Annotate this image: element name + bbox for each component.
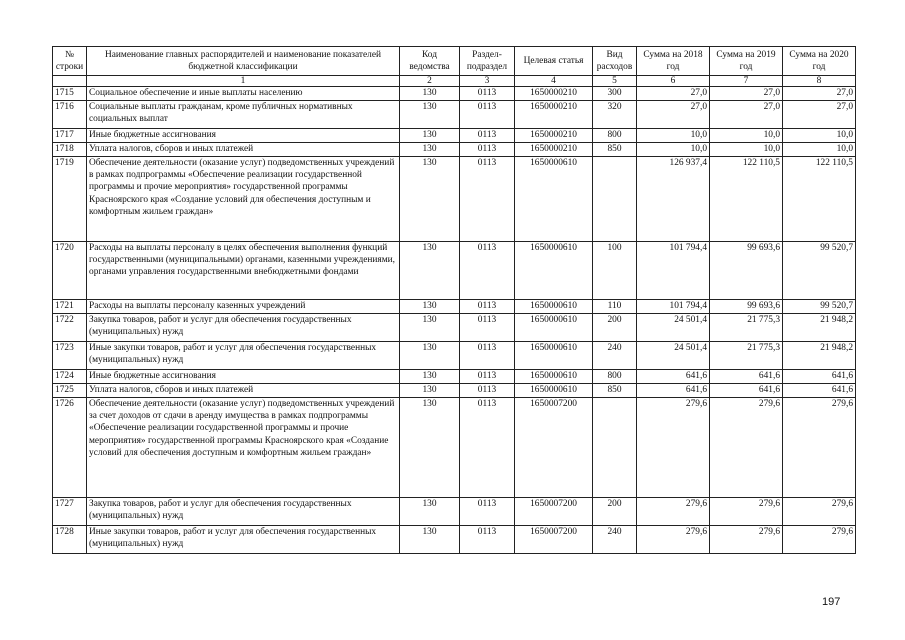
row-dept-code: 130	[400, 526, 460, 554]
row-section: 0113	[460, 370, 515, 384]
header-dept-code: Код ведомства	[400, 47, 460, 76]
column-number: 3	[460, 76, 515, 87]
row-name: Иные бюджетные ассигнования	[87, 129, 400, 143]
row-name: Иные бюджетные ассигнования	[87, 370, 400, 384]
row-sum-2019: 99 693,6	[710, 300, 783, 314]
row-section: 0113	[460, 300, 515, 314]
row-section: 0113	[460, 101, 515, 129]
table-row	[53, 157, 856, 242]
table-row	[53, 101, 856, 129]
row-exp-type: 320	[593, 101, 637, 129]
row-sum-2019: 27,0	[710, 101, 783, 129]
row-section: 0113	[460, 384, 515, 398]
row-number: 1719	[53, 157, 87, 242]
row-dept-code: 130	[400, 300, 460, 314]
row-sum-2019: 122 110,5	[710, 157, 783, 242]
row-name: Социальное обеспечение и иные выплаты населению	[87, 87, 400, 101]
row-target: 1650007200	[515, 526, 593, 554]
row-dept-code: 130	[400, 157, 460, 242]
row-target: 1650000610	[515, 157, 593, 242]
row-target: 1650000610	[515, 370, 593, 384]
row-target: 1650007200	[515, 498, 593, 526]
row-sum-2018: 27,0	[637, 101, 710, 129]
row-name: Закупка товаров, работ и услуг для обеспечения государственных (муниципальных) нужд	[87, 314, 400, 342]
table-row	[53, 314, 856, 342]
row-sum-2018: 10,0	[637, 143, 710, 157]
row-sum-2019: 641,6	[710, 384, 783, 398]
row-dept-code: 130	[400, 129, 460, 143]
row-sum-2020: 27,0	[783, 87, 856, 101]
row-section: 0113	[460, 526, 515, 554]
header-sum-2018: Сумма на 2018 год	[637, 47, 710, 76]
row-number: 1726	[53, 398, 87, 498]
row-sum-2018: 641,6	[637, 384, 710, 398]
row-sum-2020: 10,0	[783, 143, 856, 157]
row-exp-type: 200	[593, 314, 637, 342]
table-row	[53, 398, 856, 498]
row-exp-type: 240	[593, 526, 637, 554]
row-section: 0113	[460, 87, 515, 101]
row-target: 1650007200	[515, 398, 593, 498]
row-sum-2020: 10,0	[783, 129, 856, 143]
row-sum-2019: 99 693,6	[710, 242, 783, 300]
table-row	[53, 370, 856, 384]
row-sum-2020: 27,0	[783, 101, 856, 129]
row-dept-code: 130	[400, 143, 460, 157]
row-number: 1722	[53, 314, 87, 342]
table-row	[53, 498, 856, 526]
column-number: 8	[783, 76, 856, 87]
row-sum-2018: 279,6	[637, 498, 710, 526]
row-dept-code: 130	[400, 384, 460, 398]
header-exp-type: Вид расходов	[593, 47, 637, 76]
row-name: Иные закупки товаров, работ и услуг для обеспечения государственных (муниципальных) нужд	[87, 526, 400, 554]
row-dept-code: 130	[400, 370, 460, 384]
row-sum-2020: 21 948,2	[783, 342, 856, 370]
column-number: 2	[400, 76, 460, 87]
row-exp-type: 850	[593, 384, 637, 398]
row-number: 1716	[53, 101, 87, 129]
row-sum-2018: 24 501,4	[637, 342, 710, 370]
column-number: 6	[637, 76, 710, 87]
table-row	[53, 384, 856, 398]
row-target: 1650000610	[515, 342, 593, 370]
row-dept-code: 130	[400, 498, 460, 526]
row-number: 1724	[53, 370, 87, 384]
row-exp-type: 850	[593, 143, 637, 157]
row-sum-2019: 641,6	[710, 370, 783, 384]
row-sum-2019: 21 775,3	[710, 314, 783, 342]
row-section: 0113	[460, 342, 515, 370]
row-exp-type: 240	[593, 342, 637, 370]
row-number: 1725	[53, 384, 87, 398]
table-row	[53, 342, 856, 370]
row-sum-2020: 279,6	[783, 498, 856, 526]
header-row	[53, 47, 856, 76]
row-exp-type: 300	[593, 87, 637, 101]
table-row	[53, 300, 856, 314]
row-target: 1650000210	[515, 129, 593, 143]
row-sum-2020: 279,6	[783, 526, 856, 554]
column-number: 7	[710, 76, 783, 87]
row-sum-2018: 279,6	[637, 398, 710, 498]
row-exp-type	[593, 398, 637, 498]
table-row	[53, 87, 856, 101]
row-section: 0113	[460, 143, 515, 157]
row-sum-2018: 27,0	[637, 87, 710, 101]
row-sum-2020: 279,6	[783, 398, 856, 498]
row-section: 0113	[460, 398, 515, 498]
row-target: 1650000610	[515, 314, 593, 342]
row-sum-2018: 101 794,4	[637, 242, 710, 300]
row-sum-2020: 641,6	[783, 384, 856, 398]
row-target: 1650000610	[515, 242, 593, 300]
row-exp-type	[593, 157, 637, 242]
column-number-row	[53, 76, 856, 87]
row-dept-code: 130	[400, 342, 460, 370]
column-number: 1	[87, 76, 400, 87]
row-sum-2019: 21 775,3	[710, 342, 783, 370]
header-line-no: № строки	[53, 47, 87, 76]
row-sum-2020: 99 520,7	[783, 242, 856, 300]
row-sum-2019: 279,6	[710, 526, 783, 554]
row-sum-2020: 641,6	[783, 370, 856, 384]
row-number: 1715	[53, 87, 87, 101]
row-sum-2018: 279,6	[637, 526, 710, 554]
row-dept-code: 130	[400, 101, 460, 129]
row-target: 1650000610	[515, 300, 593, 314]
row-name: Уплата налогов, сборов и иных платежей	[87, 384, 400, 398]
row-number: 1728	[53, 526, 87, 554]
row-number: 1723	[53, 342, 87, 370]
row-dept-code: 130	[400, 314, 460, 342]
row-target: 1650000610	[515, 384, 593, 398]
row-sum-2019: 279,6	[710, 398, 783, 498]
header-section: Раздел-подраздел	[460, 47, 515, 76]
row-section: 0113	[460, 157, 515, 242]
row-sum-2019: 10,0	[710, 143, 783, 157]
row-dept-code: 130	[400, 242, 460, 300]
row-target: 1650000210	[515, 143, 593, 157]
header-name: Наименование главных распорядителей и наименование показателей бюджетной классификации	[87, 47, 400, 76]
column-number: 4	[515, 76, 593, 87]
row-sum-2018: 10,0	[637, 129, 710, 143]
row-exp-type: 800	[593, 129, 637, 143]
row-exp-type: 200	[593, 498, 637, 526]
row-sum-2018: 101 794,4	[637, 300, 710, 314]
row-name: Социальные выплаты гражданам, кроме публичных нормативных социальных выплат	[87, 101, 400, 129]
row-name: Расходы на выплаты персоналу казенных учреждений	[87, 300, 400, 314]
row-number: 1718	[53, 143, 87, 157]
row-sum-2020: 21 948,2	[783, 314, 856, 342]
row-name: Обеспечение деятельности (оказание услуг) подведомственных учреждений за счет доходов от сдачи в аренду имущества в рамках подпрограммы «Обеспечение реализации государственной программы и прочие мероприятия» государственной программы Красноярского края «Создание условий для обеспечения доступным и комфортным жильем граждан»	[87, 398, 400, 498]
row-section: 0113	[460, 314, 515, 342]
header-sum-2020: Сумма на 2020 год	[783, 47, 856, 76]
column-number: 5	[593, 76, 637, 87]
row-sum-2019: 10,0	[710, 129, 783, 143]
row-target: 1650000210	[515, 87, 593, 101]
row-sum-2020: 122 110,5	[783, 157, 856, 242]
row-sum-2018: 24 501,4	[637, 314, 710, 342]
column-number	[53, 76, 87, 87]
row-number: 1717	[53, 129, 87, 143]
row-sum-2018: 641,6	[637, 370, 710, 384]
row-section: 0113	[460, 129, 515, 143]
table-row	[53, 129, 856, 143]
table-row	[53, 526, 856, 554]
row-dept-code: 130	[400, 87, 460, 101]
row-name: Расходы на выплаты персоналу в целях обеспечения выполнения функций государственными (муниципальными) органами, казенными учреждениями, органами управления государственными внебюджетными фондами	[87, 242, 400, 300]
row-target: 1650000210	[515, 101, 593, 129]
row-name: Уплата налогов, сборов и иных платежей	[87, 143, 400, 157]
row-name: Иные закупки товаров, работ и услуг для обеспечения государственных (муниципальных) нужд	[87, 342, 400, 370]
row-name: Закупка товаров, работ и услуг для обеспечения государственных (муниципальных) нужд	[87, 498, 400, 526]
page-number: 197	[822, 596, 841, 608]
row-sum-2020: 99 520,7	[783, 300, 856, 314]
row-number: 1720	[53, 242, 87, 300]
row-section: 0113	[460, 498, 515, 526]
table-row	[53, 143, 856, 157]
row-name: Обеспечение деятельности (оказание услуг) подведомственных учреждений в рамках подпрограммы «Обеспечение реализации государственной программы и прочие мероприятия» государственной программы Красноярского края «Создание условий для обеспечения доступным и комфортным жильем граждан»	[87, 157, 400, 242]
row-sum-2018: 126 937,4	[637, 157, 710, 242]
row-dept-code: 130	[400, 398, 460, 498]
row-section: 0113	[460, 242, 515, 300]
budget-table	[52, 46, 856, 554]
table-body	[53, 87, 856, 554]
row-number: 1727	[53, 498, 87, 526]
row-exp-type: 800	[593, 370, 637, 384]
row-sum-2019: 279,6	[710, 498, 783, 526]
row-number: 1721	[53, 300, 87, 314]
row-exp-type: 100	[593, 242, 637, 300]
header-target: Целевая статья	[515, 47, 593, 76]
row-sum-2019: 27,0	[710, 87, 783, 101]
table-row	[53, 242, 856, 300]
header-sum-2019: Сумма на 2019 год	[710, 47, 783, 76]
row-exp-type: 110	[593, 300, 637, 314]
